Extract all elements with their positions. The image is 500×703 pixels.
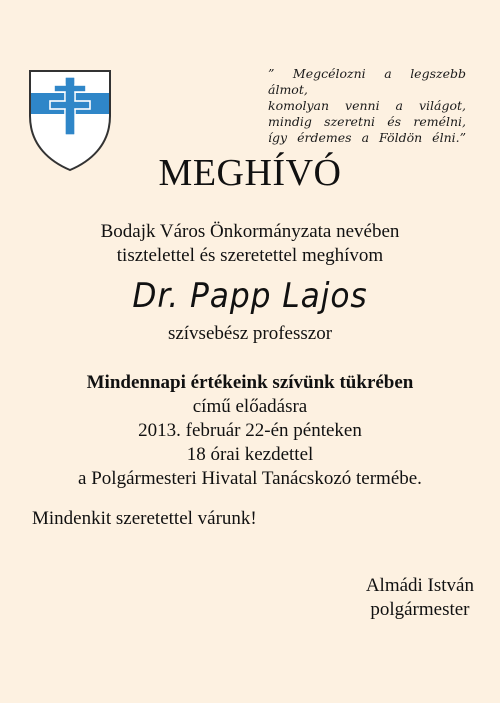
lecture-time: 18 órai kezdettel	[186, 444, 314, 465]
closing-line: Mindenkit szeretettel várunk!	[32, 508, 257, 529]
document-title: MEGHÍVÓ	[158, 152, 342, 194]
quote-line: így érdemes a Földön élni.”	[268, 130, 466, 145]
lecture-venue: a Polgármesteri Hivatal Tanácskozó termébe.	[78, 468, 422, 489]
intro-line: Bodajk Város Önkormányzata nevében	[100, 221, 400, 242]
signer-title: polgármester	[370, 599, 470, 620]
lecture-details	[0, 371, 500, 491]
intro-line: tisztelettel és szeretettel meghívom	[116, 245, 384, 266]
lecture-line: című előadásra	[192, 396, 308, 417]
invitation-intro	[0, 220, 500, 268]
lecture-title: Mindennapi értékeink szívünk tükrében	[86, 372, 414, 393]
signature-block	[366, 574, 474, 622]
signer-name: Almádi István	[365, 575, 474, 596]
guest-name: Dr. Papp Lajos	[132, 276, 368, 316]
quote-line: komolyan venni a világot,	[268, 98, 466, 113]
guest-role-text: szívsebész professzor	[167, 323, 333, 344]
quote-line: mindig szeretni és remélni,	[268, 114, 466, 129]
motto-quote	[268, 66, 466, 146]
quote-line: ” Megcélozni a legszebb álmot,	[268, 66, 466, 97]
lecture-date: 2013. február 22-én pénteken	[138, 420, 362, 441]
guest-role	[0, 322, 500, 346]
